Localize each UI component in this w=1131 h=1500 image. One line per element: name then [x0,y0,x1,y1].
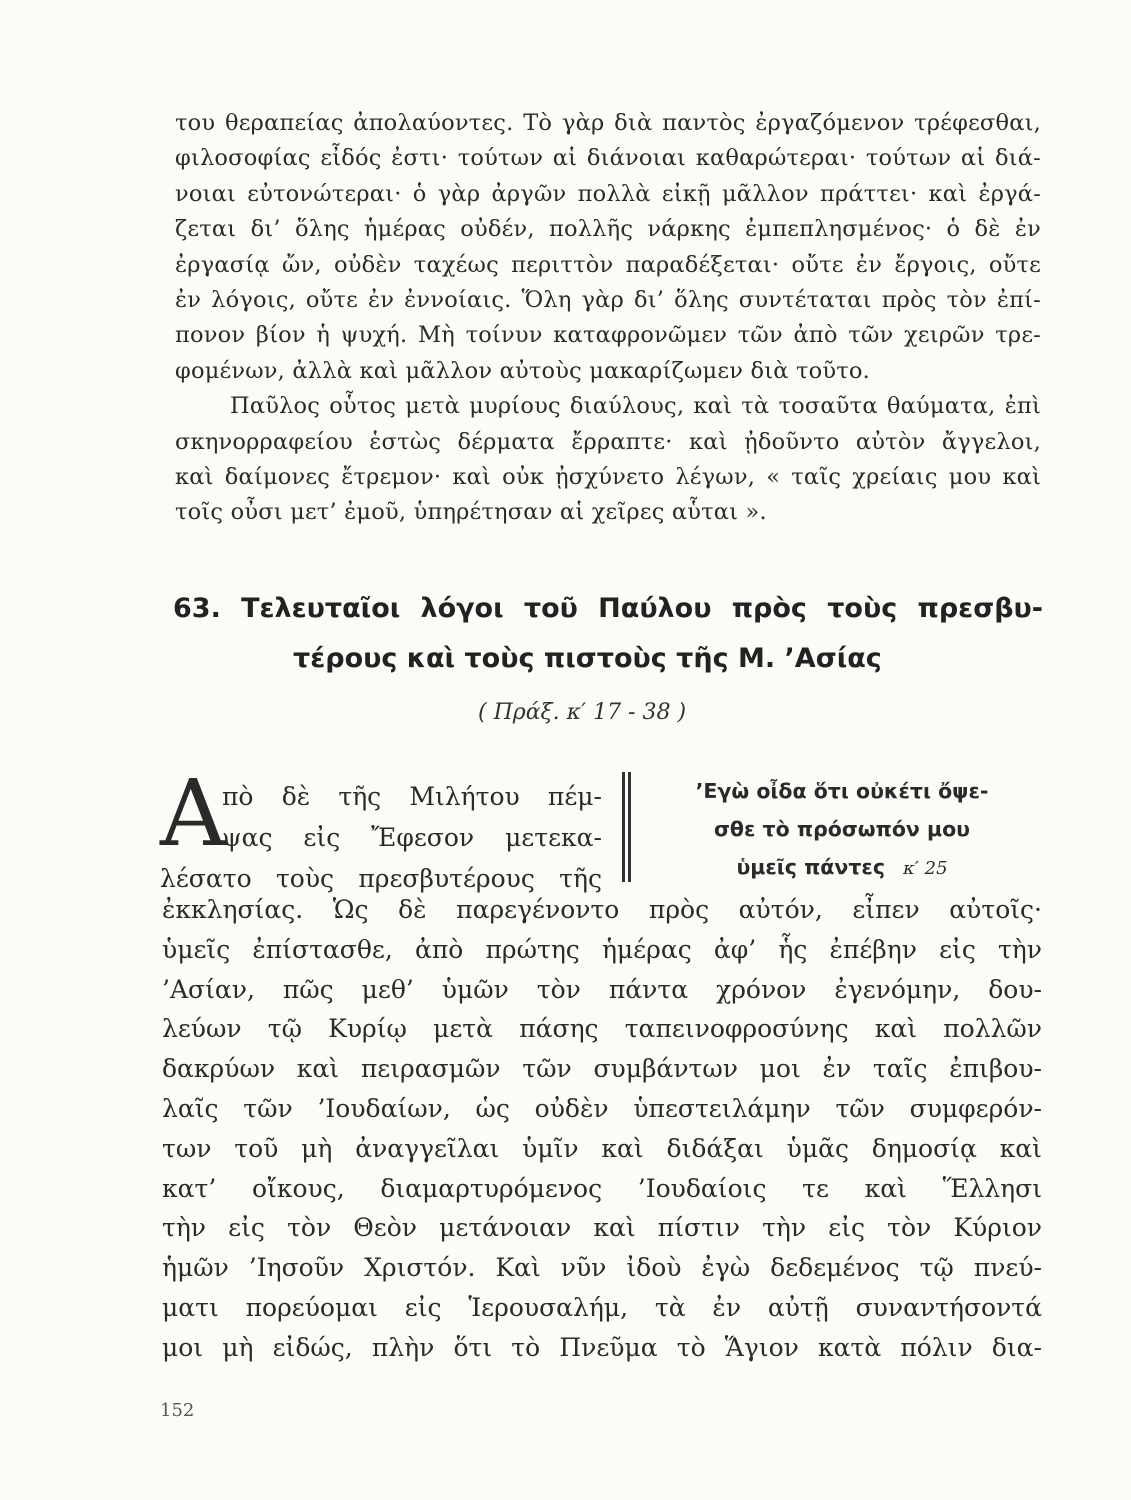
quote-text: ὑμεῖς πάντες [736,855,885,879]
top-text-block [175,106,1041,531]
text-line: μοι μὴ εἰδώς, πλὴν ὅτι τὸ Πνεῦμα τὸ Ἅγιον κατὰ πόλιν δια- [162,1332,1042,1362]
text-line: πὸ δὲ τῆς Μιλήτου πέμ- [222,782,602,811]
text-line: κατ’ οἴκους, διαμαρτυρόμενος ’Ιουδαίοις τε καὶ Ἕλλησι [162,1173,1042,1203]
text-line: λέσατο τοὺς πρεσβυτέρους τῆς [160,864,602,893]
quote-rule-left [622,772,625,882]
text-line: δακρύων καὶ πειρασμῶν τῶν συμβάντων μοι ἐν ταῖς ἐπιβου- [162,1054,1042,1084]
quote-line: σθε τὸ πρόσωπόν μου [713,817,971,841]
text-line: ζεται δι’ ὅλης ἡμέρας οὐδέν, πολλῆς νάρκης ἐμπεπλησμένος· ὁ δὲ ἐν [175,216,1041,243]
heading-line-2: τέρους καὶ τοὺς πιστοὺς τῆς Μ. ’Ασίας [293,643,882,674]
opening-lines [160,776,602,899]
text-line: ἐκκλησίας. Ὡς δὲ παρεγένοντο πρὸς αὐτόν, εἶπεν αὐτοῖς· [162,895,1042,924]
text-line: ματι πορεύομαι εἰς Ἱερουσαλήμ, τὰ ἐν αὐτῇ συναντήσοντά [162,1292,1042,1322]
chapter-heading [173,588,1043,680]
main-text-block [162,890,1042,1368]
quote-line [642,848,1042,886]
text-line: φομένων, ἀλλὰ καὶ μᾶλλον αὐτοὺς μακαρίζωμεν διὰ τοῦτο. [175,357,870,384]
quote-rule-right [628,772,631,882]
heading-line-1: 63. Τελευταῖοι λόγοι τοῦ Παύλου πρὸς τοὺς πρεσβυ- [173,593,1043,624]
text-line: των τοῦ μὴ ἀναγγεῖλαι ὑμῖν καὶ διδάξαι ὑμᾶς δημοσίᾳ καὶ [162,1133,1042,1163]
quote-verse: κ′ 25 [903,858,948,879]
text-line: λαῖς τῶν ’Ιουδαίων, ὡς οὐδὲν ὑπεστειλάμην τῶν συμφερόν- [162,1093,1042,1123]
sidebar-quote [642,772,1042,886]
text-line: καὶ δαίμονες ἔτρεμον· καὶ οὐκ ᾐσχύνετο λέγων, « ταῖς χρείαις μου καὶ [175,463,1041,490]
text-line: ’Ασίαν, πῶς μεθ’ ὑμῶν τὸν πάντα χρόνον ἐγενόμην, δου- [162,974,1042,1004]
text-line: Παῦλος οὗτος μετὰ μυρίους διαύλους, καὶ τὰ τοσαῦτα θαύματα, ἐπὶ [230,393,1041,420]
text-line: του θεραπείας ἀπολαύοντες. Τὸ γὰρ διὰ παντὸς ἐργαζόμενον τρέφεσθαι, [175,110,1041,136]
text-line: σκηνορραφείου ἑστὼς δέρματα ἔρραπτε· καὶ ᾐδοῦντο αὐτὸν ἄγγελοι, [175,428,1041,455]
text-line: νοιαι εὐτονώτεραι· ὁ γὰρ ἀργῶν πολλὰ εἰκῇ μᾶλλον πράττει· καὶ ἐργά- [175,180,1041,207]
text-line: τοῖς οὖσι μετ’ ἐμοῦ, ὑπηρέτησαν αἱ χεῖρες αὗται ». [175,499,767,526]
text-line: ἡμῶν ’Ιησοῦν Χριστόν. Καὶ νῦν ἰδοὺ ἐγὼ δεδεμένος τῷ πνεύ- [162,1253,1042,1283]
text-line: ἐργασίᾳ ὤν, οὐδὲν ταχέως περιττὸν παραδέξεται· οὔτε ἐν ἔργοις, οὔτε [175,251,1041,278]
drop-cap: Α [160,760,227,867]
scripture-reference: ( Πράξ. κ′ 17 - 38 ) [478,700,687,725]
text-line: φιλοσοφίας εἶδός ἐστι· τούτων αἱ διάνοιαι καθαρώτεραι· τούτων αἱ διά- [175,145,1041,172]
text-line: ψας εἰς Ἔφεσον μετεκα- [222,823,602,852]
text-line: τὴν εἰς τὸν Θεὸν μετάνοιαν καὶ πίστιν τὴν εἰς τὸν Κύριον [162,1213,1042,1243]
text-line: πονον βίον ἡ ψυχή. Μὴ τοίνυν καταφρονῶμεν τῶν ἀπὸ τῶν χειρῶν τρε- [175,322,1041,349]
text-line: λεύων τῷ Κυρίῳ μετὰ πάσης ταπεινοφροσύνης καὶ πολλῶν [162,1014,1042,1044]
page-number: 152 [160,1400,195,1421]
quote-line: ’Εγὼ οἶδα ὅτι οὐκέτι ὄψε- [695,779,989,803]
text-line: ὑμεῖς ἐπίστασθε, ἀπὸ πρώτης ἡμέρας ἀφ’ ἧς ἐπέβην εἰς τὴν [162,934,1042,964]
text-line: ἐν λόγοις, οὔτε ἐν ἐννοίαις. Ὅλη γὰρ δι’ ὅλης συντέταται πρὸς τὸν ἐπί- [175,286,1041,313]
